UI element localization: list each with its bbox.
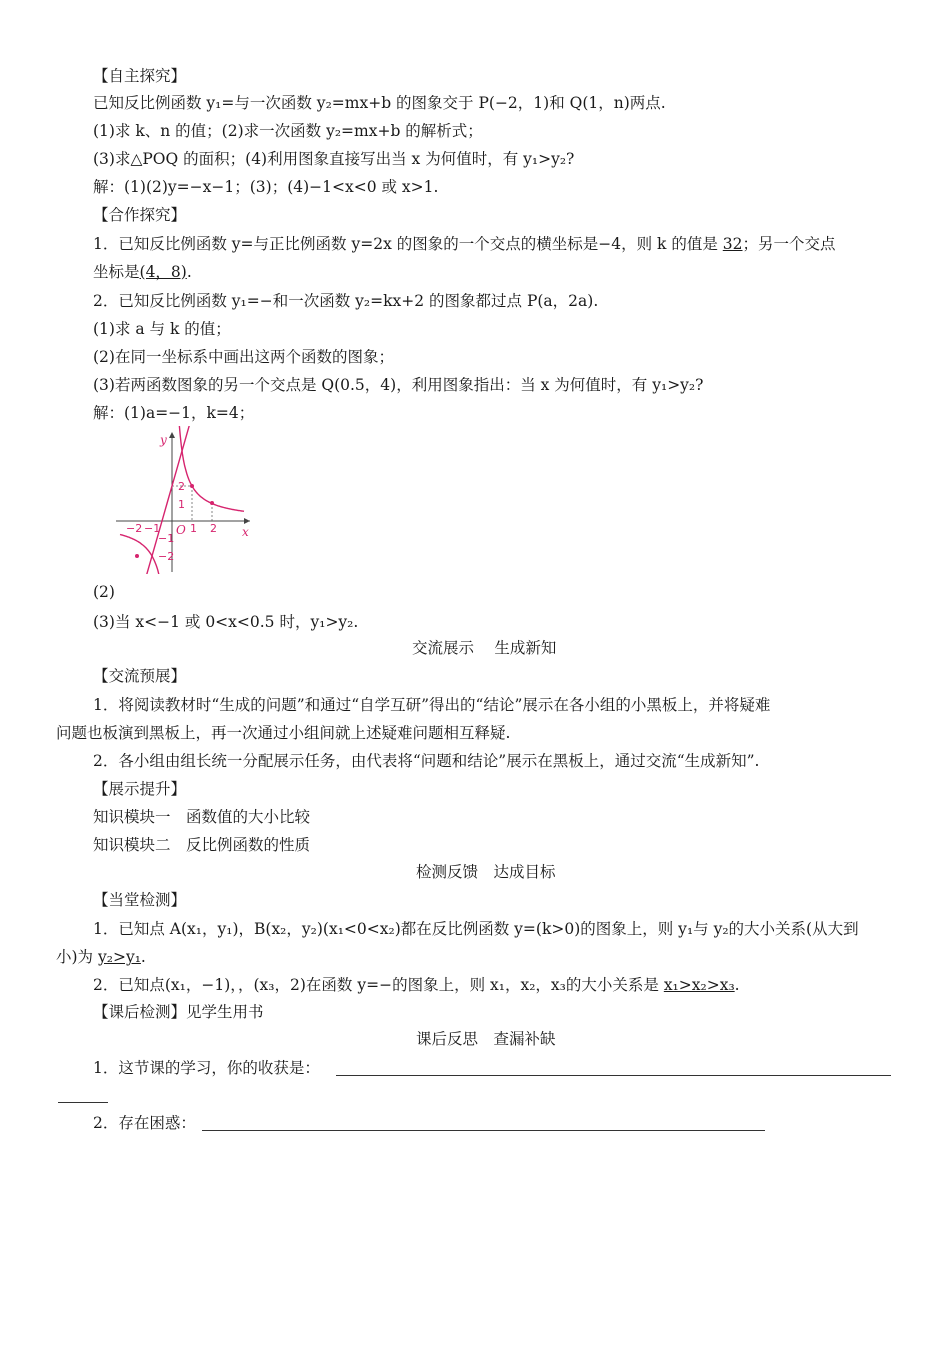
reflection-gain-label: 1．这节课的学习，你的收获是：: [93, 1059, 320, 1077]
section-header-cooperation: 【合作探究】: [93, 206, 187, 224]
reflection-gain-blank[interactable]: [336, 1075, 891, 1076]
origin-label: O: [176, 523, 186, 537]
x-axis-label: x: [242, 525, 249, 539]
y-tick-label: 2: [178, 480, 185, 493]
preview-item-2: 2．各小组由组长统一分配展示任务，由代表将“问题和结论”展示在黑板上，通过交流“生成新知”.: [93, 752, 760, 770]
intersection-point-q: [190, 484, 194, 488]
section-header-class-test: 【当堂检测】: [93, 891, 187, 909]
y-tick-label: −2: [158, 550, 175, 563]
x-axis-arrow: [244, 518, 250, 524]
test-question-1-cont: [56, 947, 146, 967]
coop-question-2: 2．已知反比例函数 y₁=−和一次函数 y₂=kx+2 的图象都过点 P(a，2a).: [93, 292, 599, 310]
problem-part-3-4: (3)求△POQ 的面积；(4)利用图象直接写出当 x 为何值时，有 y₁>y₂?: [93, 150, 575, 168]
intersection-point-p: [135, 554, 139, 558]
test-q2-answer: x₁>x₂>x₃: [663, 976, 735, 994]
coop-q2-part-2: (2)在同一坐标系中画出这两个函数的图象；: [93, 348, 394, 366]
x-tick-label: −2: [126, 522, 143, 535]
y-axis-label: y: [160, 433, 167, 447]
coop-q2-part-1: (1)求 a 与 k 的值；: [93, 320, 231, 338]
after-class-test: 【课后检测】见学生用书: [93, 1003, 264, 1021]
coop-q1-text: 1．已知反比例函数 y=与正比例函数 y=2x 的图象的一个交点的横坐标是−4，则 k 的值是: [93, 235, 723, 253]
problem-part-1-2: (1)求 k、n 的值；(2)求一次函数 y₂=mx+b 的解析式；: [93, 122, 483, 140]
coop-q1-answer-k: 32: [722, 235, 743, 253]
coop-q1-period: .: [186, 263, 192, 281]
section-header-preview: 【交流预展】: [93, 667, 187, 685]
coop-q1-answer-point: (4，8): [139, 263, 187, 281]
test-q1-answer: y₂>y₁: [97, 948, 141, 966]
reflection-gain-blank-cont[interactable]: [58, 1102, 108, 1103]
hyperbola-branch-positive: [177, 426, 244, 511]
function-graph: [112, 426, 254, 574]
coop-q2-part-3: (3)若两函数图象的另一个交点是 Q(0.5，4)，利用图象指出：当 x 为何值时，有 y₁>y₂?: [93, 376, 704, 394]
coop-question-1-cont: [93, 262, 192, 282]
section-header-display: 【展示提升】: [93, 780, 187, 798]
reflection-confusion-blank[interactable]: [202, 1130, 765, 1131]
y-axis-arrow: [169, 432, 175, 438]
section-title-reflection: 课后反思 查漏补缺: [416, 1030, 556, 1048]
coop-question-1: [93, 234, 836, 254]
coop-answer-1: 解：(1)a=−1，k=4；: [93, 404, 255, 422]
test-question-2: [93, 975, 740, 995]
preview-item-1: 1．将阅读教材时“生成的问题”和通过“自学互研”得出的“结论”展示在各小组的小黑板上，并将疑难: [93, 696, 771, 714]
knowledge-module-1: 知识模块一 函数值的大小比较: [93, 808, 311, 826]
test-question-1: 1．已知点 A(x₁，y₁)，B(x₂，y₂)(x₁<0<x₂)都在反比例函数 y=(k>0)的图象上，则 y₁与 y₂的大小关系(从大到: [93, 920, 859, 938]
section-title-feedback: 检测反馈 达成目标: [416, 863, 556, 881]
preview-item-1-cont: 问题也板演到黑板上，再一次通过小组间就上述疑难问题相互释疑.: [56, 724, 511, 742]
reflection-confusion-label: 2．存在困惑：: [93, 1114, 196, 1132]
section-title-exchange: 交流展示 生成新知: [412, 639, 557, 657]
curve-point: [210, 501, 214, 505]
coop-answer-2: (2): [93, 583, 115, 601]
test-q2-text: 2．已知点(x₁，−1)，，(x₃，2)在函数 y=−的图象上，则 x₁，x₂，x₃的大小关系是: [93, 976, 664, 994]
test-q1-cont-text: 小)为: [56, 948, 98, 966]
y-tick-label: 1: [178, 498, 185, 511]
problem-statement: 已知反比例函数 y₁=与一次函数 y₂=mx+b 的图象交于 P(−2，1)和 Q(1，n)两点.: [93, 94, 666, 112]
solution-line: 解：(1)(2)y=−x−1；(3)；(4)−1<x<0 或 x>1.: [93, 178, 439, 196]
x-tick-label: 1: [190, 522, 197, 535]
coop-q1-text-tail: ；另一个交点: [742, 235, 836, 253]
x-tick-label: −1: [144, 522, 161, 535]
coop-answer-3: (3)当 x<−1 或 0<x<0.5 时，y₁>y₂.: [93, 613, 359, 631]
coop-q1-cont-text: 坐标是: [93, 263, 140, 281]
knowledge-module-2: 知识模块二 反比例函数的性质: [93, 836, 311, 854]
test-q1-period: .: [140, 948, 146, 966]
y-tick-label: −1: [158, 532, 175, 545]
x-tick-label: 2: [210, 522, 217, 535]
section-header-self-study: 【自主探究】: [93, 67, 187, 85]
test-q2-period: .: [734, 976, 740, 994]
